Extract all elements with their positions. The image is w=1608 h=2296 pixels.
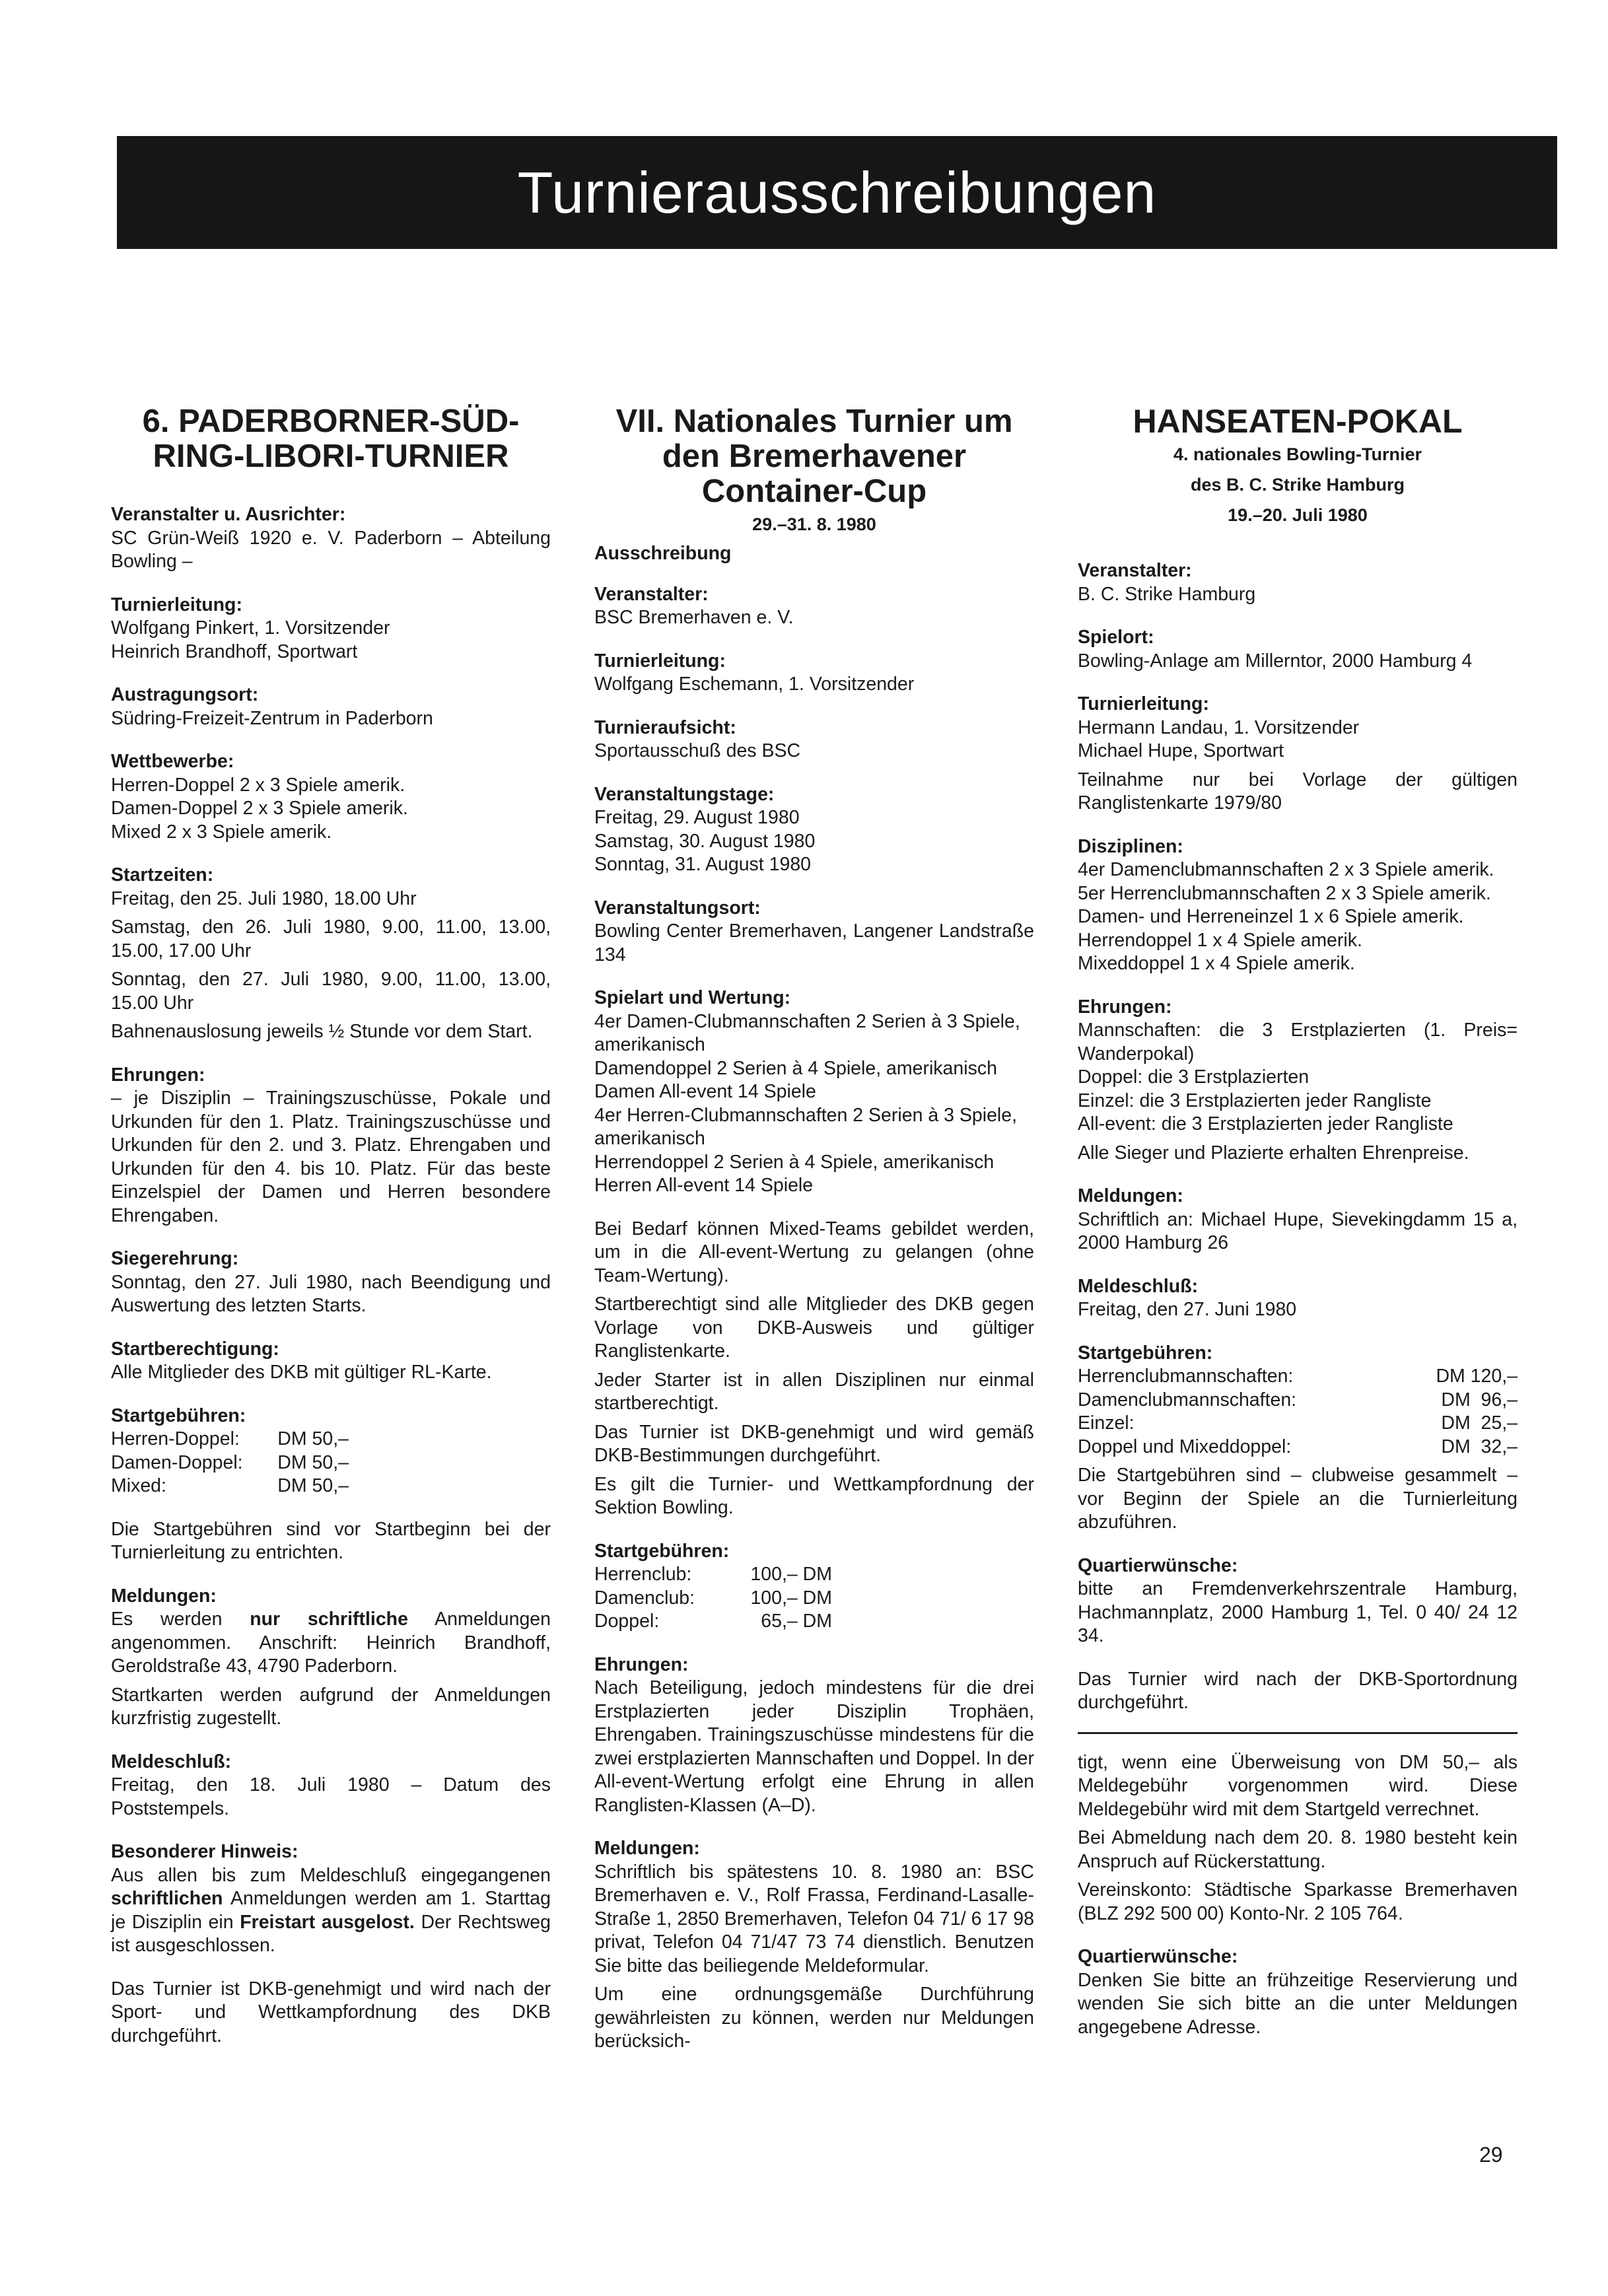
section-heading: Quartierwünsche: bbox=[1078, 1554, 1238, 1576]
section-heading: Disziplinen: bbox=[1078, 835, 1183, 857]
section-heading: Wettbewerbe: bbox=[111, 751, 234, 772]
tournament-column-bremerhaven bbox=[594, 404, 1034, 2054]
section bbox=[1078, 1751, 1518, 1926]
tournament-title-line: den Bremerhavener bbox=[662, 438, 967, 474]
section-heading: Besonderer Hinweis: bbox=[111, 1841, 298, 1862]
section-heading: Turnierleitung: bbox=[111, 594, 242, 615]
fee-label: Mixed: bbox=[111, 1475, 166, 1496]
section bbox=[594, 1837, 1034, 2054]
paragraph: Teilnahme nur bei Vorlage der gültigen Ranglistenkarte 1979/80 bbox=[1078, 769, 1518, 814]
section bbox=[111, 1840, 551, 1958]
text-run: Anmeldungen angenommen. Anschrift: Heinrich Brandhoff, Geroldstraße 43, 4790 Paderborn. bbox=[111, 1609, 551, 1677]
section-heading: Ehrungen: bbox=[1078, 996, 1172, 1018]
tournament-subtitle-line: des B. C. Strike Hamburg bbox=[1190, 475, 1405, 495]
tournament-subtitle-line: 19.–20. Juli 1980 bbox=[1228, 505, 1368, 525]
line-list bbox=[111, 774, 551, 845]
list-line: Herrendoppel 1 x 4 Spiele amerik. bbox=[1078, 929, 1362, 951]
text-run: Anmeldungen werden am 1. Starttag je Disziplin ein bbox=[111, 1888, 551, 1933]
page-number: 29 bbox=[1479, 2143, 1503, 2167]
paragraph: Mannschaften: die 3 Erstplazierten (1. Preis= Wanderpokal) bbox=[1078, 1020, 1518, 1064]
paragraph: BSC Bremerhaven e. V. bbox=[594, 607, 794, 628]
line-list bbox=[111, 617, 551, 664]
section-heading: Austragungsort: bbox=[111, 684, 259, 705]
list-line: Doppel: die 3 Erstplazierten bbox=[1078, 1066, 1310, 1088]
paragraph: Vereinskonto: Städtische Sparkasse Bremerhaven (BLZ 292 500 00) Konto-Nr. 2 105 764. bbox=[1078, 1879, 1518, 1924]
section bbox=[594, 1653, 1034, 1818]
line-list bbox=[111, 887, 551, 911]
paragraph: SC Grün-Weiß 1920 e. V. Paderborn – Abteilung Bowling – bbox=[111, 527, 551, 572]
paragraph: Schriftlich bis spätestens 10. 8. 1980 an: BSC Bremerhaven e. V., Rolf Frassa, Ferdinand-Lasalle-Straße 1, 2850 Bremerhaven, Telefon 04 71/ 6 17 98 privat, Telefon 04 71/47 73 74 dienstlich. Benutzen Sie bitte das beiliegende Meldeformular. bbox=[594, 1861, 1034, 1976]
paragraph: Denken Sie bitte an frühzeitige Reservierung und wenden Sie sich bitte an die unter Meldungen angegebene Adresse. bbox=[1078, 1969, 1518, 2038]
paragraph: Die Startgebühren sind – clubweise gesammelt – vor Beginn der Spiele an die Turnierleitung abzuführen. bbox=[1078, 1465, 1518, 1533]
line-list bbox=[594, 1010, 1034, 1198]
tournament-title-line: Container-Cup bbox=[701, 473, 927, 509]
list-line: Freitag, 29. August 1980 bbox=[594, 807, 800, 828]
section-heading: Siegerehrung: bbox=[111, 1248, 239, 1269]
section-heading: Quartierwünsche: bbox=[1078, 1946, 1238, 1967]
emphasis-text: nur schriftliche bbox=[250, 1609, 408, 1630]
section bbox=[111, 750, 551, 844]
list-line: Mixed 2 x 3 Spiele amerik. bbox=[111, 821, 332, 843]
fee-value: DM 96,– bbox=[1441, 1389, 1518, 1410]
list-line: 4er Damen-Clubmannschaften 2 Serien à 3 Spiele, amerikanisch bbox=[594, 1010, 1020, 1055]
section-heading: Turnierleitung: bbox=[594, 650, 726, 672]
text-run: Aus allen bis zum Meldeschluß eingegangenen bbox=[111, 1864, 551, 1886]
section-heading: Ehrungen: bbox=[111, 1064, 205, 1086]
section bbox=[1078, 1342, 1518, 1535]
section-heading: Meldungen: bbox=[1078, 1185, 1183, 1206]
tournament-subtitle-line: 4. nationales Bowling-Turnier bbox=[1173, 444, 1422, 464]
section bbox=[111, 1247, 551, 1318]
paragraph: Freitag, den 27. Juni 1980 bbox=[1078, 1299, 1297, 1320]
section-heading: Veranstalter: bbox=[594, 583, 709, 605]
text-run: Der Rechtsweg ist ausgeschlossen. bbox=[111, 1911, 551, 1956]
fee-table bbox=[1078, 1365, 1518, 1459]
list-line: Herren-Doppel 2 x 3 Spiele amerik. bbox=[111, 774, 405, 796]
list-line: Damen- und Herreneinzel 1 x 6 Spiele amerik. bbox=[1078, 906, 1464, 927]
paragraph: Startberechtigt sind alle Mitglieder des DKB gegen Vorlage von DKB-Ausweis und gültiger Ranglistenkarte. bbox=[594, 1294, 1034, 1362]
paragraph: Es gilt die Turnier- und Wettkampfordnung der Sektion Bowling. bbox=[594, 1473, 1034, 1518]
text-run: Es werden bbox=[111, 1609, 250, 1630]
list-line: Herrendoppel 2 Serien à 4 Spiele, amerikanisch bbox=[594, 1151, 995, 1173]
paragraph: Das Turnier wird nach der DKB-Sportordnung durchgeführt. bbox=[1078, 1668, 1518, 1713]
list-line: Samstag, 30. August 1980 bbox=[594, 830, 816, 852]
fee-row bbox=[111, 1428, 551, 1451]
paragraph: Südring-Freizeit-Zentrum in Paderborn bbox=[111, 707, 433, 729]
section bbox=[1078, 996, 1518, 1165]
fee-value: DM 25,– bbox=[1441, 1412, 1518, 1434]
paragraph: – je Disziplin – Trainingszuschüsse, Pokale und Urkunden für den 1. Platz. Trainingszuschüsse und Urkunden für den 2. und 3. Platz. Ehrengaben und Urkunden für den 4. bis 10. Platz. Für das beste Einzelspiel der Damen und Herren besondere Ehrengaben. bbox=[111, 1088, 551, 1226]
fee-row bbox=[1078, 1365, 1518, 1389]
paragraph: tigt, wenn eine Überweisung von DM 50,– als Meldegebühr vorgenommen wird. Diese Meldegebühr wird mit dem Startgeld verrechnet. bbox=[1078, 1751, 1518, 1820]
section bbox=[111, 1518, 551, 1565]
paragraph: Sonntag, den 27. Juli 1980, nach Beendigung und Auswertung des letzten Starts. bbox=[111, 1271, 551, 1316]
fee-label: Doppel: bbox=[594, 1611, 660, 1632]
section bbox=[594, 1218, 1034, 1520]
paragraph bbox=[111, 1608, 551, 1679]
section bbox=[594, 783, 1034, 877]
paragraph: Jeder Starter ist in allen Disziplinen nur einmal startberechtigt. bbox=[594, 1369, 1034, 1414]
section-heading: Veranstaltungsort: bbox=[594, 897, 761, 919]
tournament-column-hanseaten bbox=[1078, 404, 1518, 2039]
section bbox=[594, 583, 1034, 630]
fee-row bbox=[1078, 1412, 1518, 1436]
section bbox=[594, 987, 1034, 1198]
section bbox=[594, 897, 1034, 967]
list-line: Freitag, den 25. Juli 1980, 18.00 Uhr bbox=[111, 887, 417, 909]
fee-value: DM 120,– bbox=[1436, 1366, 1518, 1387]
section bbox=[111, 1751, 551, 1821]
paragraph: Die Startgebühren sind vor Startbeginn bei der Turnierleitung zu entrichten. bbox=[111, 1518, 551, 1563]
list-line: 5er Herrenclubmannschaften 2 x 3 Spiele amerik. bbox=[1078, 882, 1491, 904]
section bbox=[111, 1064, 551, 1228]
section-heading: Meldungen: bbox=[594, 1838, 700, 1859]
fee-row bbox=[111, 1451, 551, 1475]
section-heading: Meldeschluß: bbox=[1078, 1275, 1199, 1297]
paragraph: Nach Beteiligung, jedoch mindestens für die drei Erstplazierten jeder Disziplin Trophäen, Ehrengaben. Trainingszuschüsse mindestens für die zwei erstplazierten Mannschaften und Doppel. In der All-event-Wertung erfolgt eine Ehrung in allen Ranglisten-Klassen (A–D). bbox=[594, 1677, 1034, 1816]
divider-rule bbox=[1078, 1732, 1518, 1734]
list-line: All-event: die 3 Erstplazierten jeder Rangliste bbox=[1078, 1113, 1453, 1134]
paragraph: Das Turnier ist DKB-genehmigt und wird gemäß DKB-Bestimmungen durchgeführt. bbox=[594, 1421, 1034, 1466]
paragraph: Bowling-Anlage am Millerntor, 2000 Hamburg 4 bbox=[1078, 650, 1473, 672]
section-heading: Startberechtigung: bbox=[111, 1338, 279, 1360]
section-heading: Veranstaltungstage: bbox=[594, 783, 775, 805]
section-heading: Meldungen: bbox=[111, 1585, 217, 1607]
section bbox=[1078, 1554, 1518, 1648]
section bbox=[111, 1405, 551, 1498]
fee-label: Damen-Doppel: bbox=[111, 1451, 243, 1473]
section bbox=[111, 864, 551, 1044]
section-heading: Meldeschluß: bbox=[111, 1751, 232, 1772]
line-list bbox=[1078, 1066, 1518, 1136]
paragraph bbox=[111, 1864, 551, 1958]
list-line: 4er Damenclubmannschaften 2 x 3 Spiele amerik. bbox=[1078, 859, 1494, 880]
paragraph: Bei Abmeldung nach dem 20. 8. 1980 besteht kein Anspruch auf Rückerstattung. bbox=[1078, 1827, 1518, 1872]
fee-value: 100,– DM bbox=[750, 1564, 832, 1585]
fee-value: 65,– DM bbox=[761, 1611, 832, 1632]
section-heading: Turnieraufsicht: bbox=[594, 716, 736, 738]
fee-value: DM 32,– bbox=[1441, 1436, 1518, 1457]
section-banner bbox=[117, 136, 1557, 249]
paragraph: Sonntag, den 27. Juli 1980, 9.00, 11.00, 13.00, 15.00 Uhr bbox=[111, 969, 551, 1014]
list-line: 4er Herren-Clubmannschaften 2 Serien à 3 Spiele, amerikanisch bbox=[594, 1104, 1018, 1149]
list-line: Hermann Landau, 1. Vorsitzender bbox=[1078, 716, 1360, 738]
list-line: Mixeddoppel 1 x 4 Spiele amerik. bbox=[1078, 953, 1355, 974]
section bbox=[111, 1585, 551, 1731]
tournament-title-line: HANSEATEN-POKAL bbox=[1133, 403, 1463, 440]
section bbox=[1078, 693, 1518, 816]
fee-row bbox=[594, 1587, 1034, 1611]
list-line: Einzel: die 3 Erstplazierten jeder Rangliste bbox=[1078, 1090, 1432, 1111]
paragraph: B. C. Strike Hamburg bbox=[1078, 583, 1256, 605]
line-list bbox=[1078, 858, 1518, 976]
tournament-title-line: VII. Nationales Turnier um bbox=[615, 403, 1013, 439]
emphasis-text: schriftlichen bbox=[111, 1888, 223, 1909]
fee-table bbox=[594, 1563, 1034, 1634]
list-line: Damen All-event 14 Spiele bbox=[594, 1081, 816, 1102]
section-heading: Ehrungen: bbox=[594, 1653, 689, 1675]
section-heading: Spielart und Wertung: bbox=[594, 987, 791, 1008]
fee-row bbox=[1078, 1436, 1518, 1459]
section-heading: Startgebühren: bbox=[1078, 1342, 1213, 1364]
line-list bbox=[594, 806, 1034, 877]
fee-label: Damenclubmannschaften: bbox=[1078, 1389, 1297, 1410]
list-line: Heinrich Brandhoff, Sportwart bbox=[111, 641, 358, 662]
paragraph: Alle Sieger und Plazierte erhalten Ehrenpreise. bbox=[1078, 1142, 1469, 1164]
section bbox=[1078, 1275, 1518, 1322]
section-heading: Veranstalter u. Ausrichter: bbox=[111, 504, 346, 525]
tournament-subtitle-line: 29.–31. 8. 1980 bbox=[752, 514, 876, 534]
fee-row bbox=[594, 1563, 1034, 1587]
paragraph: Samstag, den 26. Juli 1980, 9.00, 11.00, 13.00, 15.00, 17.00 Uhr bbox=[111, 917, 551, 961]
section bbox=[594, 1540, 1034, 1634]
section bbox=[111, 1338, 551, 1385]
section bbox=[111, 683, 551, 730]
section-heading: Startgebühren: bbox=[111, 1405, 246, 1426]
fee-label: Damenclub: bbox=[594, 1587, 695, 1609]
list-line: Wolfgang Pinkert, 1. Vorsitzender bbox=[111, 617, 390, 639]
section-heading: Veranstalter: bbox=[1078, 560, 1192, 581]
list-line: Herren All-event 14 Spiele bbox=[594, 1175, 814, 1196]
paragraph: Wolfgang Eschemann, 1. Vorsitzender bbox=[594, 674, 915, 695]
intro-heading: Ausschreibung bbox=[594, 543, 732, 564]
section bbox=[1078, 1668, 1518, 1715]
paragraph: Bowling Center Bremerhaven, Langener Landstraße 134 bbox=[594, 921, 1034, 965]
section bbox=[1078, 1945, 1518, 2039]
fee-label: Einzel: bbox=[1078, 1412, 1135, 1434]
paragraph: Bahnenauslosung jeweils ½ Stunde vor dem Start. bbox=[111, 1021, 533, 1042]
paragraph: Alle Mitglieder des DKB mit gültiger RL-Karte. bbox=[111, 1362, 492, 1383]
list-line: Michael Hupe, Sportwart bbox=[1078, 740, 1284, 761]
paragraph: Schriftlich an: Michael Hupe, Sievekingdamm 15 a, 2000 Hamburg 26 bbox=[1078, 1208, 1518, 1253]
fee-row bbox=[111, 1475, 551, 1498]
paragraph: Um eine ordnungsgemäße Durchführung gewährleisten zu können, werden nur Meldungen berücksich- bbox=[594, 1984, 1034, 2052]
fee-row bbox=[594, 1610, 1034, 1634]
tournament-title-line: 6. PADERBORNER-SÜD- bbox=[142, 403, 520, 439]
fee-value: DM 50,– bbox=[277, 1428, 349, 1449]
list-line: Damen-Doppel 2 x 3 Spiele amerik. bbox=[111, 798, 408, 819]
banner-title: Turnierausschreibungen bbox=[517, 159, 1157, 225]
list-line: Sonntag, 31. August 1980 bbox=[594, 854, 812, 875]
paragraph: bitte an Fremdenverkehrszentrale Hamburg, Hachmannplatz, 2000 Hamburg 1, Tel. 0 40/ 24 12 34. bbox=[1078, 1578, 1518, 1646]
fee-table bbox=[111, 1428, 551, 1498]
fee-label: Doppel und Mixeddoppel: bbox=[1078, 1436, 1292, 1457]
section-heading: Spielort: bbox=[1078, 627, 1154, 648]
section bbox=[594, 716, 1034, 763]
section-heading: Turnierleitung: bbox=[1078, 693, 1209, 714]
paragraph: Sportausschuß des BSC bbox=[594, 740, 801, 761]
section bbox=[111, 594, 551, 664]
fee-row bbox=[1078, 1389, 1518, 1412]
paragraph: Startkarten werden aufgrund der Anmeldungen kurzfristig zugestellt. bbox=[111, 1684, 551, 1729]
section bbox=[1078, 1185, 1518, 1255]
section bbox=[1078, 835, 1518, 976]
fee-value: 100,– DM bbox=[750, 1587, 832, 1609]
fee-label: Herren-Doppel: bbox=[111, 1428, 240, 1449]
fee-value: DM 50,– bbox=[277, 1475, 349, 1496]
paragraph: Bei Bedarf können Mixed-Teams gebildet werden, um in die All-event-Wertung zu gelangen (ohne Team-Wertung). bbox=[594, 1218, 1034, 1286]
fee-value: DM 50,– bbox=[277, 1451, 349, 1473]
line-list bbox=[1078, 716, 1518, 763]
paragraph: Das Turnier ist DKB-genehmigt und wird nach der Sport- und Wettkampfordnung des DKB durchgeführt. bbox=[111, 1978, 551, 2046]
list-line: Damendoppel 2 Serien à 4 Spiele, amerikanisch bbox=[594, 1057, 997, 1079]
section bbox=[1078, 559, 1518, 606]
section-heading: Startgebühren: bbox=[594, 1540, 730, 1562]
section bbox=[111, 1978, 551, 2048]
fee-label: Herrenclub: bbox=[594, 1564, 692, 1585]
fee-label: Herrenclubmannschaften: bbox=[1078, 1366, 1294, 1387]
section bbox=[111, 503, 551, 574]
section bbox=[1078, 626, 1518, 673]
paragraph: Freitag, den 18. Juli 1980 – Datum des Poststempels. bbox=[111, 1774, 551, 1819]
tournament-column-paderborn bbox=[111, 404, 551, 2048]
section-heading: Startzeiten: bbox=[111, 864, 214, 886]
tournament-title-line: RING-LIBORI-TURNIER bbox=[153, 438, 509, 474]
section bbox=[594, 650, 1034, 697]
emphasis-text: Freistart ausgelost. bbox=[240, 1911, 415, 1933]
